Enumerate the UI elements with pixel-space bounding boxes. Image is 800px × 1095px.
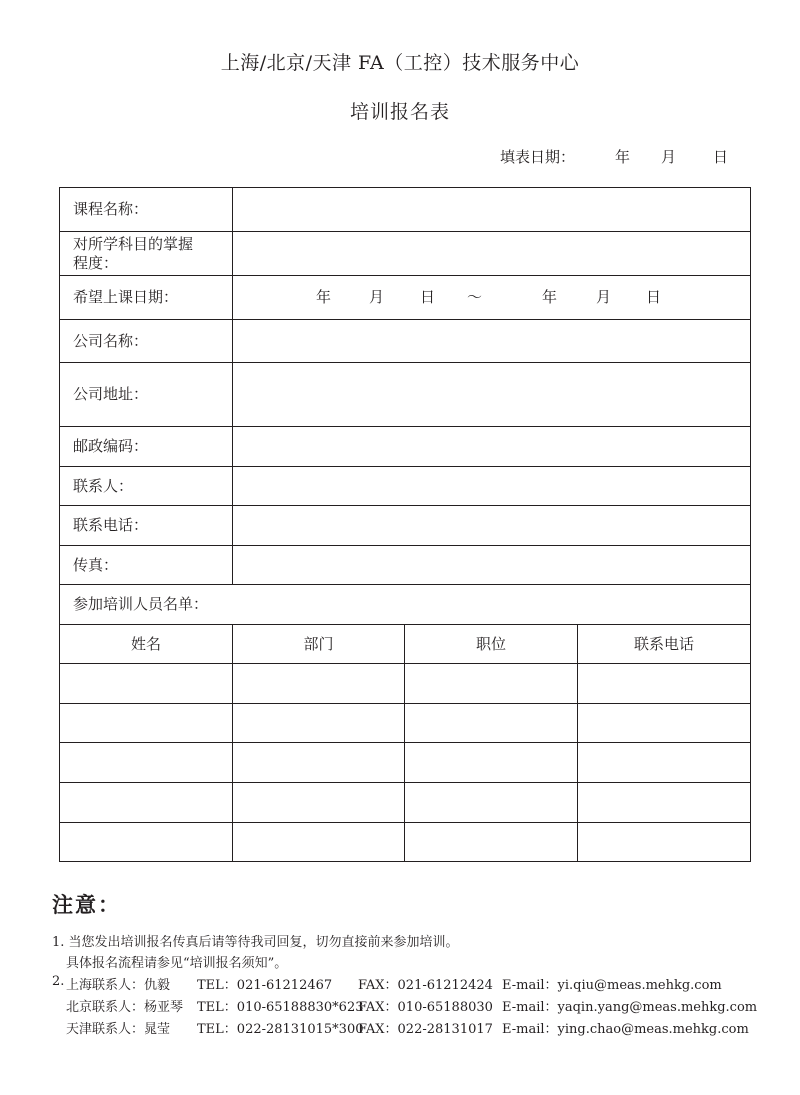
notes-title: 注意： [52, 892, 121, 917]
mastery-label [60, 232, 233, 276]
end-day: 日 [646, 288, 662, 306]
company-name-label: 公司名称： [60, 320, 233, 363]
date-range [233, 276, 750, 319]
column-header-position: 职位 [405, 625, 578, 664]
company-address-field[interactable] [233, 363, 751, 427]
participant-department-cell[interactable] [233, 664, 405, 704]
beijing-contact-name: 北京联系人：杨亚琴 [66, 1000, 184, 1015]
participant-phone-cell[interactable] [578, 783, 751, 823]
shanghai-contact-name: 上海联系人：仇毅 [66, 978, 171, 993]
form-title: 培训报名表 [349, 101, 450, 123]
shanghai-contact-fax: FAX：021-61212424 [358, 978, 493, 993]
postal-code-field[interactable] [233, 427, 751, 467]
contact-person-label: 联系人： [60, 467, 233, 506]
note-item-1-continued: 具体报名流程请参见“培训报名须知”。 [66, 956, 288, 971]
beijing-contact-tel: TEL：010-65188830*623 [197, 1000, 364, 1015]
desired-date-label: 希望上课日期： [60, 276, 233, 320]
participant-phone-cell[interactable] [578, 664, 751, 704]
participant-department-cell[interactable] [233, 704, 405, 743]
participant-phone-cell[interactable] [578, 823, 751, 862]
company-name-field[interactable] [233, 320, 751, 363]
beijing-contact-fax: FAX：010-65188030 [358, 1000, 493, 1015]
tianjin-contact-fax: FAX：022-28131017 [358, 1022, 493, 1037]
contact-person-field[interactable] [233, 467, 751, 506]
contact-phone-label: 联系电话： [60, 506, 233, 546]
participant-department-cell[interactable] [233, 743, 405, 783]
table-row [60, 704, 751, 743]
fill-date-year: 年 [615, 148, 631, 166]
tianjin-contact-email[interactable]: E-mail：ying.chao@meas.mehkg.com [502, 1022, 749, 1037]
participant-department-cell[interactable] [233, 823, 405, 862]
participant-name-cell[interactable] [60, 704, 233, 743]
registration-form [59, 187, 751, 862]
fill-date-label: 填表日期： [500, 148, 576, 166]
participants-label: 参加培训人员名单： [60, 585, 751, 625]
fax-label: 传真： [60, 546, 233, 585]
participant-name-cell[interactable] [60, 664, 233, 704]
table-row [60, 823, 751, 862]
participant-name-cell[interactable] [60, 783, 233, 823]
column-header-department: 部门 [233, 625, 405, 664]
beijing-contact-email[interactable]: E-mail：yaqin.yang@meas.mehkg.com [502, 1000, 758, 1015]
participant-name-cell[interactable] [60, 743, 233, 783]
start-month: 月 [369, 288, 385, 306]
column-header-phone: 联系电话 [578, 625, 751, 664]
course-name-label: 课程名称： [60, 188, 233, 232]
participant-department-cell[interactable] [233, 783, 405, 823]
tianjin-contact-tel: TEL：022-28131015*300 [197, 1022, 364, 1037]
postal-code-label: 邮政编码： [60, 427, 233, 467]
shanghai-contact-tel: TEL：021-61212467 [197, 978, 333, 993]
participant-phone-cell[interactable] [578, 743, 751, 783]
table-row [60, 783, 751, 823]
participant-position-cell[interactable] [405, 664, 578, 704]
start-day: 日 [420, 288, 436, 306]
note-item-2-number: 2. [52, 974, 65, 989]
column-header-name: 姓名 [60, 625, 233, 664]
mastery-label-line1: 对所学科目的掌握 [73, 234, 194, 253]
range-tilde: ～ [467, 288, 483, 306]
course-name-field[interactable] [233, 188, 751, 232]
end-month: 月 [596, 288, 612, 306]
fill-date-month: 月 [661, 148, 677, 166]
fax-field[interactable] [233, 546, 751, 585]
table-row [60, 743, 751, 783]
table-row [60, 664, 751, 704]
participant-position-cell[interactable] [405, 743, 578, 783]
company-address-label: 公司地址： [60, 363, 233, 427]
participant-position-cell[interactable] [405, 783, 578, 823]
participant-position-cell[interactable] [405, 704, 578, 743]
fill-date-day: 日 [713, 148, 729, 166]
start-year: 年 [316, 288, 332, 306]
participant-phone-cell[interactable] [578, 704, 751, 743]
tianjin-contact-name: 天津联系人：晁莹 [66, 1022, 171, 1037]
end-year: 年 [542, 288, 558, 306]
contact-phone-field[interactable] [233, 506, 751, 546]
note-item-1: 1. 当您发出培训报名传真后请等待我司回复，切勿直接前来参加培训。 [52, 935, 459, 950]
desired-date-field[interactable] [233, 276, 751, 320]
mastery-label-line2: 程度： [73, 253, 119, 272]
mastery-field[interactable] [233, 232, 751, 276]
page-title: 上海/北京/天津 FA（工控）技术服务中心 [220, 52, 580, 74]
participant-position-cell[interactable] [405, 823, 578, 862]
shanghai-contact-email[interactable]: E-mail：yi.qiu@meas.mehkg.com [502, 978, 722, 993]
participant-name-cell[interactable] [60, 823, 233, 862]
